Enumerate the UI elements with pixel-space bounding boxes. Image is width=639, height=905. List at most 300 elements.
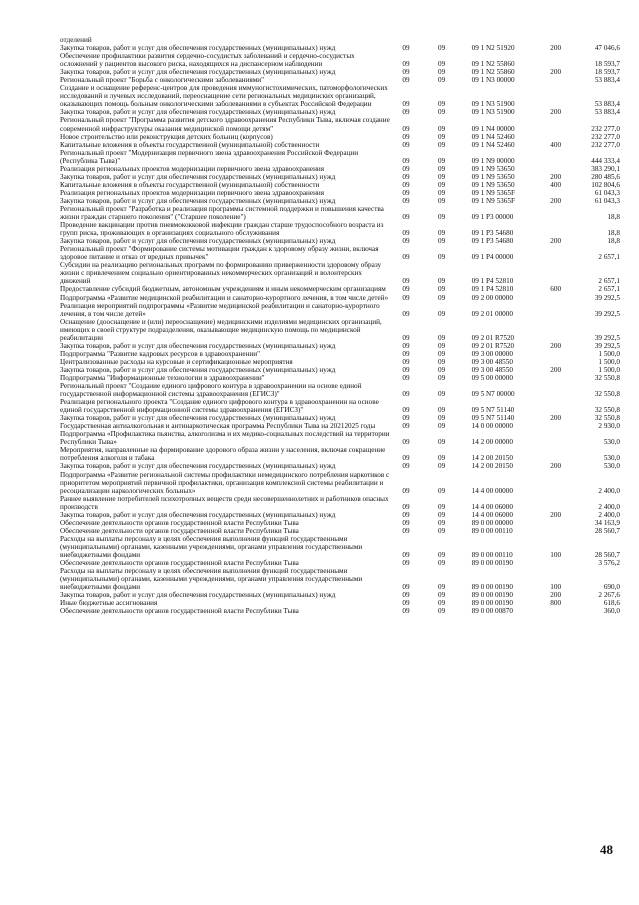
row-subsection: 09 [437,140,446,149]
row-section: 09 [402,213,410,222]
row-amount: 530,0 [603,462,620,471]
row-expense-type: 200 [550,462,562,471]
row-amount: 2 657,1 [598,285,620,294]
row-target-code: 09 1 N2 51920 [471,44,515,53]
row-name: Иные бюджетные ассигнования [60,599,158,608]
row-subsection: 09 [437,100,446,109]
table-row [60,462,620,470]
row-subsection: 09 [437,438,446,447]
row-amount: 28 560,7 [594,551,620,559]
table-row [60,44,620,52]
row-section: 09 [402,390,410,399]
row-name: Региональный проект "Борьба с онкологическими заболеваниями" [60,76,265,85]
row-section: 09 [402,486,410,495]
row-target-code: 09 1 N9 53650 [471,180,515,189]
table-row [60,84,620,108]
row-name: Закупка товаров, работ и услуг для обеспечения государственных (муниципальных) нужд [60,172,336,181]
row-target-code: 89 0 00 00870 [471,607,513,616]
row-amount: 61 043,3 [594,188,620,197]
row-expense-type: 200 [550,591,562,600]
row-amount: 232 277,0 [591,124,620,133]
row-amount: 39 292,5 [594,309,620,318]
row-subsection: 09 [437,390,446,399]
row-expense-type: 200 [550,510,562,519]
row-target-code: 14 4 00 00000 [471,486,513,495]
table-row [60,237,620,245]
row-target-code: 09 2 01 00000 [471,309,513,318]
row-section: 09 [402,196,410,205]
row-name: Закупка товаров, работ и услуг для обеспечения государственных (муниципальных) нужд [60,237,336,246]
row-target-code: 09 3 00 00000 [471,349,513,358]
table-row [60,535,620,559]
row-amount: 232 277,0 [591,132,620,141]
row-target-code: 09 1 N3 51900 [471,100,515,109]
row-amount: 102 804,6 [591,180,620,189]
page-number: 48 [600,842,613,857]
row-section: 09 [402,422,410,431]
row-target-code: 14 2 00 20150 [471,462,513,471]
row-target-code: 09 1 P3 54680 [471,229,514,238]
row-target-code: 09 1 N9 53650 [471,164,515,173]
table-row [60,52,620,68]
row-section: 09 [402,526,410,535]
row-name: Обеспечение деятельности органов государственной власти Республики Тыва [60,526,299,535]
row-section: 09 [402,140,410,149]
row-name: Мероприятия, направленные на формирование здорового образа жизни у населения, включая сокращение потребления алкоголя и табака [60,446,386,463]
table-row [60,36,620,44]
row-section: 09 [402,132,410,141]
row-amount: 32 550,8 [594,414,620,423]
row-section: 09 [402,253,410,262]
row-amount: 18 593,7 [594,60,620,69]
row-name: Реализация мероприятий подпрограммы «Развитие медицинской реабилитации и санаторно-курортного лечения, в том числе детей» [60,301,380,318]
row-amount: 2 400,0 [598,510,620,519]
row-section: 09 [402,607,410,616]
row-name: Закупка товаров, работ и услуг для обеспечения государственных (муниципальных) нужд [60,414,336,423]
row-name: Закупка товаров, работ и услуг для обеспечения государственных (муниципальных) нужд [60,44,336,53]
row-expense-type: 100 [550,583,562,592]
row-subsection: 09 [437,132,446,141]
table-row [60,366,620,374]
row-amount: 2 930,0 [598,422,620,431]
row-amount: 53 883,4 [594,76,620,85]
row-subsection: 09 [437,229,446,238]
row-target-code: 09 1 N3 51900 [471,108,515,117]
row-target-code: 09 1 N9 5365F [471,188,515,197]
row-target-code: 09 1 N9 00000 [471,156,515,165]
row-amount: 2 657,1 [598,253,620,262]
row-amount: 3 576,2 [598,559,620,568]
row-name: Обеспечение деятельности органов государственной власти Республики Тыва [60,518,299,527]
row-subsection: 09 [437,68,446,77]
table-row [60,358,620,366]
row-amount: 32 550,8 [594,390,620,399]
row-amount: 530,0 [603,454,620,463]
row-section: 09 [402,591,410,600]
table-row [60,285,620,293]
table-row [60,446,620,462]
row-subsection: 09 [437,526,446,535]
row-name: Централизованные расходы на курсовые и сертификационные мероприятия [60,357,293,366]
row-name: Создание и оснащение референс-центров для проведения иммуногистохимических, патоморфологических исследований и лучевых исследований, переоснащение сети региональных медицинских организаций, оказывающих помощь больным онкологическими заболеваниями в субъектах Российской Федерации [60,84,388,109]
row-name: Капитальные вложения в объекты государственной (муниципальной) собственности [60,180,320,189]
row-subsection: 09 [437,341,446,350]
row-expense-type: 200 [550,44,562,53]
row-expense-type: 200 [550,68,562,77]
row-section: 09 [402,583,410,592]
row-expense-type: 400 [550,180,562,189]
row-expense-type: 200 [550,237,562,246]
row-name: Капитальные вложения в объекты государственной (муниципальной) собственности [60,140,320,149]
row-name: Обеспечение деятельности органов государственной власти Республики Тыва [60,607,299,616]
row-section: 09 [402,309,410,318]
row-subsection: 09 [437,180,446,189]
row-target-code: 09 1 P4 52810 [471,285,514,294]
row-amount: 39 292,5 [594,333,620,342]
row-section: 09 [402,406,410,415]
row-target-code: 89 0 00 00110 [471,526,513,535]
row-subsection: 09 [437,44,446,53]
row-expense-type: 200 [550,365,562,374]
row-section: 09 [402,454,410,463]
row-target-code: 09 2 00 00000 [471,293,513,302]
row-section: 09 [402,108,410,117]
row-subsection: 09 [437,607,446,616]
row-target-code: 09 1 N9 53650 [471,172,515,181]
row-section: 09 [402,229,410,238]
row-section: 09 [402,438,410,447]
row-target-code: 09 1 N2 55860 [471,68,515,77]
row-name: Региональный проект "Программа развития детского здравоохранения Республики Тыва, включая создание современной инфраструктуры оказания медицинской помощи детям" [60,116,390,133]
row-section: 09 [402,180,410,189]
table-row [60,527,620,535]
row-subsection: 09 [437,156,446,165]
row-amount: 18,8 [607,229,620,238]
row-name: Подпрограмма "Развитие кадровых ресурсов в здравоохранении" [60,349,261,358]
row-subsection: 09 [437,406,446,415]
table-row [60,350,620,358]
table-row [60,149,620,165]
row-name: Закупка товаров, работ и услуг для обеспечения государственных (муниципальных) нужд [60,462,336,471]
row-target-code: 09 5 N7 51140 [471,414,515,423]
row-target-code: 89 0 00 00190 [471,599,513,608]
row-target-code: 09 5 00 00000 [471,373,513,382]
row-name: Обеспечение профилактики развития сердечно-сосудистых заболеваний и сердечно-сосудистых осложнений у пациентов высокого риска, находящихся на диспансерном наблюдении [60,52,355,69]
row-subsection: 09 [437,414,446,423]
table-row [60,591,620,599]
row-subsection: 09 [437,188,446,197]
row-amount: 2 400,0 [598,502,620,511]
row-section: 09 [402,518,410,527]
row-amount: 618,6 [603,599,620,608]
row-subsection: 09 [437,454,446,463]
row-section: 09 [402,76,410,85]
table-row [60,398,620,414]
row-section: 09 [402,357,410,366]
row-name: Реализация региональных проектов модернизации первичного звена здравоохранения [60,188,325,197]
row-target-code: 09 1 N4 52460 [471,140,515,149]
row-target-code: 14 0 00 00000 [471,422,513,431]
row-subsection: 09 [437,583,446,592]
row-amount: 18 593,7 [594,68,620,77]
row-section: 09 [402,60,410,69]
table-row [60,165,620,173]
row-subsection: 09 [437,172,446,181]
row-subsection: 09 [437,253,446,262]
row-target-code: 09 1 P4 00000 [471,253,514,262]
table-row [60,342,620,350]
row-section: 09 [402,502,410,511]
row-section: 09 [402,124,410,133]
row-target-code: 14 2 00 20150 [471,454,513,463]
row-name: Раннее выявление потребителей психотропных веществ среди несовершеннолетних и работников опасных производств [60,494,389,511]
row-name: Оснащение (дооснащение и (или) переоснащение) медицинскими изделиями медицинских организаций, имеющих в своей структуре подразделения, оказывающие медицинскую помощь по медицинской реабилитации [60,317,382,342]
row-expense-type: 200 [550,196,562,205]
row-subsection: 09 [437,164,446,173]
row-subsection: 09 [437,333,446,342]
row-amount: 360,0 [603,607,620,616]
table-row [60,374,620,382]
row-subsection: 09 [437,213,446,222]
row-amount: 232 277,0 [591,140,620,149]
row-amount: 61 043,3 [594,196,620,205]
row-subsection: 09 [437,108,446,117]
table-row [60,197,620,205]
row-subsection: 09 [437,293,446,302]
row-subsection: 09 [437,196,446,205]
row-target-code: 14 4 00 06000 [471,502,513,511]
table-row [60,221,620,237]
row-amount: 383 290,1 [591,164,620,173]
table-row [60,294,620,302]
row-amount: 1 500,0 [598,357,620,366]
row-name: Закупка товаров, работ и услуг для обеспечения государственных (муниципальных) нужд [60,341,336,350]
row-target-code: 09 1 N9 5365F [471,196,515,205]
row-name: Государственная антиалкогольная и антинаркотическая программа Республики Тыва на 20212025 годы [60,422,376,431]
row-target-code: 09 3 00 48550 [471,357,513,366]
row-target-code: 09 1 N2 55860 [471,60,515,69]
row-amount: 28 560,7 [594,526,620,535]
row-name: Закупка товаров, работ и услуг для обеспечения государственных (муниципальных) нужд [60,196,336,205]
row-name: Реализация региональных проектов модернизации первичного звена здравоохранения [60,164,325,173]
row-subsection: 09 [437,599,446,608]
table-row [60,511,620,519]
row-section: 09 [402,156,410,165]
row-target-code: 09 1 P4 52810 [471,277,514,286]
row-target-code: 09 1 N4 00000 [471,124,515,133]
row-target-code: 89 0 00 00190 [471,583,513,592]
row-target-code: 09 1 N3 00000 [471,76,515,85]
row-name: Закупка товаров, работ и услуг для обеспечения государственных (муниципальных) нужд [60,591,336,600]
row-amount: 32 550,8 [594,373,620,382]
row-expense-type: 200 [550,341,562,350]
row-amount: 34 163,9 [594,518,620,527]
row-amount: 2 400,0 [598,486,620,495]
row-target-code: 89 0 00 00000 [471,518,513,527]
row-name: Обеспечение деятельности органов государственной власти Республики Тыва [60,559,299,568]
row-subsection: 09 [437,551,446,559]
row-section: 09 [402,44,410,53]
row-section: 09 [402,293,410,302]
table-row [60,430,620,446]
row-expense-type: 200 [550,414,562,423]
row-subsection: 09 [437,486,446,495]
row-section: 09 [402,172,410,181]
table-row [60,318,620,342]
table-row [60,559,620,567]
row-name: Расходы на выплаты персоналу в целях обеспечения выполнения функций государственными (муниципальными) органами, казенными учреждениями, органами управления государственными внебюджетными фондами [60,534,363,559]
row-section: 09 [402,462,410,471]
row-name: Региональный проект "Создание единого цифрового контура в здравоохранении на основе единой государственной информационной системы здравоохранения (ЕГИСЗ)" [60,382,362,399]
table-row [60,133,620,141]
row-amount: 18,8 [607,237,620,246]
row-name: Закупка товаров, работ и услуг для обеспечения государственных (муниципальных) нужд [60,108,336,117]
row-target-code: 09 1 N4 52460 [471,132,515,141]
row-target-code: 89 0 00 00190 [471,559,513,568]
table-row [60,205,620,221]
table-row [60,567,620,591]
row-subsection: 09 [437,422,446,431]
row-section: 09 [402,333,410,342]
row-name: Подпрограмма «Развитие медицинской реабилитации и санаторно-курортного лечения, в том числе детей» [60,293,389,302]
row-target-code: 14 4 00 06000 [471,510,513,519]
row-amount: 444 333,4 [591,156,620,165]
table-row [60,302,620,318]
row-subsection: 09 [437,518,446,527]
row-subsection: 09 [437,502,446,511]
table-row [60,173,620,181]
table-row [60,76,620,84]
row-target-code: 09 3 00 48550 [471,365,513,374]
row-target-code: 09 2 01 R7520 [471,341,515,350]
row-section: 09 [402,277,410,286]
row-section: 09 [402,551,410,559]
row-amount: 690,0 [603,583,620,592]
table-row [60,422,620,430]
row-subsection: 09 [437,365,446,374]
row-name: Подпрограмма "Информационные технологии в здравоохранении" [60,373,265,382]
row-subsection: 09 [437,349,446,358]
row-subsection: 09 [437,462,446,471]
row-subsection: 09 [437,285,446,294]
table-row [60,471,620,495]
row-name: Подпрограмма «Профилактика пьянства, алкоголизма и их медико-социальных последствий на территории Республики Тыва» [60,430,390,447]
table-row [60,495,620,511]
row-name: Региональный проект "Модернизация первичного звена здравоохранения Российской Федерации (Республика Тыва)" [60,148,359,165]
row-name: Новое строительство или реконструкция детских больниц (корпусов) [60,132,273,141]
table-row [60,245,620,261]
row-subsection: 09 [437,60,446,69]
row-section: 09 [402,164,410,173]
row-name: Подпрограмма «Развитие региональной системы профилактики немедицинского потребления наркотиков с приоритетом мероприятий первичной профилактики, организация комплексной системы реабилитации и ресоциализации наркологических больных» [60,470,390,495]
row-subsection: 09 [437,124,446,133]
table-row [60,68,620,76]
table-row [60,181,620,189]
row-name: Расходы на выплаты персоналу в целях обеспечения выполнения функций государственными (муниципальными) органами, казенными учреждениями, органами управления государственными внебюджетными фондами [60,567,363,592]
row-target-code: 09 1 P3 54680 [471,237,514,246]
row-section: 09 [402,349,410,358]
row-name: Закупка товаров, работ и услуг для обеспечения государственных (муниципальных) нужд [60,68,336,77]
row-subsection: 09 [437,510,446,519]
row-amount: 53 883,4 [594,108,620,117]
table-row [60,599,620,607]
row-amount: 530,0 [603,438,620,447]
row-section: 09 [402,100,410,109]
table-row [60,414,620,422]
table-row [60,607,620,615]
table-row [60,261,620,285]
row-expense-type: 100 [550,551,562,559]
row-target-code: 09 5 N7 51140 [471,406,515,415]
row-name: Предоставление субсидий бюджетным, автономным учреждениям и иным некоммерческим организациям [60,285,386,294]
row-expense-type: 200 [550,108,562,117]
row-amount: 18,8 [607,213,620,222]
table-row [60,141,620,149]
table-row [60,116,620,132]
row-expense-type: 600 [550,285,562,294]
row-target-code: 89 0 00 00190 [471,591,513,600]
row-name: Закупка товаров, работ и услуг для обеспечения государственных (муниципальных) нужд [60,510,336,519]
row-amount: 2 267,6 [598,591,620,600]
row-section: 09 [402,414,410,423]
row-target-code: 89 0 00 00110 [471,551,513,559]
row-section: 09 [402,341,410,350]
row-amount: 32 550,8 [594,406,620,415]
row-subsection: 09 [437,277,446,286]
row-section: 09 [402,68,410,77]
row-section: 09 [402,237,410,246]
row-amount: 1 500,0 [598,349,620,358]
row-amount: 39 292,5 [594,341,620,350]
row-amount: 2 657,1 [598,277,620,286]
table-row [60,382,620,398]
row-section: 09 [402,510,410,519]
row-subsection: 09 [437,357,446,366]
row-amount: 280 485,6 [591,172,620,181]
row-subsection: 09 [437,237,446,246]
row-subsection: 09 [437,373,446,382]
row-subsection: 09 [437,559,446,568]
row-section: 09 [402,188,410,197]
table-row [60,189,620,197]
table-row [60,519,620,527]
row-name: Региональный проект "Разработка и реализация программы системной поддержки и повышения качества жизни граждан старшего поколения" ("Старшее поколение") [60,204,384,222]
row-subsection: 09 [437,76,446,85]
row-amount: 39 292,5 [594,293,620,302]
row-target-code: 14 2 00 00000 [471,438,513,447]
row-section: 09 [402,365,410,374]
row-subsection: 09 [437,309,446,318]
row-amount: 1 500,0 [598,365,620,374]
row-target-code: 09 2 01 R7520 [471,333,515,342]
row-section: 09 [402,599,410,608]
row-name: отделений [60,36,92,44]
row-name: Субсидии на реализацию региональных программ по формированию приверженности здоровому образу жизни с привлечением социально ориентированных некоммерческих организаций и волонтерских движений [60,261,382,286]
row-section: 09 [402,285,410,294]
row-target-code: 09 5 N7 00000 [471,390,515,399]
row-section: 09 [402,559,410,568]
row-amount: 53 883,4 [594,100,620,109]
table-row [60,108,620,116]
row-subsection: 09 [437,591,446,600]
row-expense-type: 800 [550,599,562,608]
row-name: Региональный проект "Формирование системы мотивации граждан к здоровому образу жизни, включая здоровое питание и отказ от вредных привычек" [60,245,379,262]
row-amount: 47 046,6 [594,44,620,53]
row-section: 09 [402,373,410,382]
row-name: Реализация регионального проекта "Создание единого цифрового контура в здравоохранении на основе единой государственной информационной системы здравоохранения (ЕГИСЗ)" [60,398,379,415]
row-expense-type: 200 [550,172,562,181]
row-expense-type: 400 [550,140,562,149]
